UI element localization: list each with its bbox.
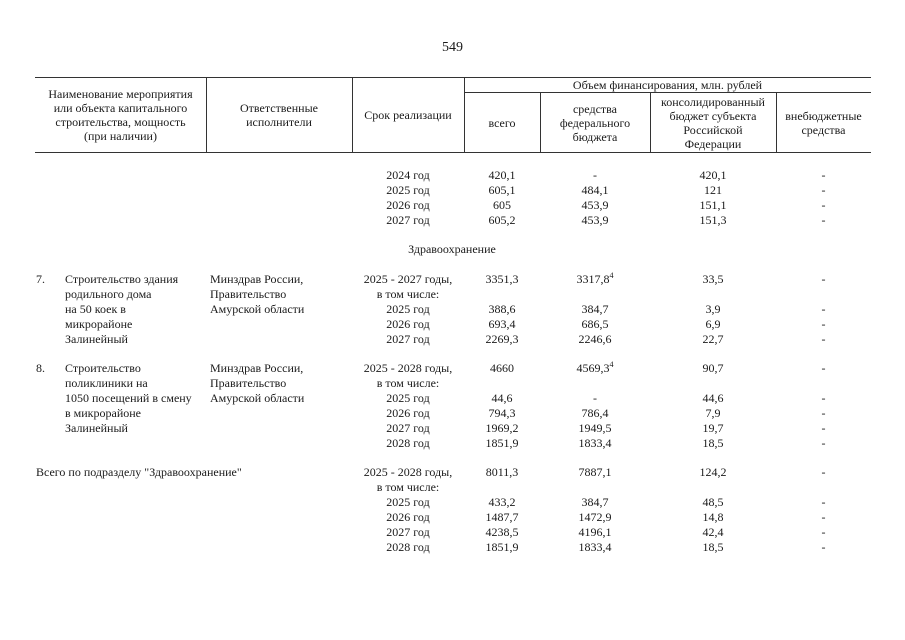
- federal-cell: 786,4: [581, 406, 609, 420]
- consolidated-cell: 7,9: [705, 406, 721, 420]
- item-number: 8.: [36, 361, 45, 375]
- total-cell: 8011,3: [485, 465, 519, 479]
- item-name-line: Залинейный: [65, 332, 128, 346]
- total-cell: 433,2: [488, 495, 516, 509]
- period-cell: 2025 - 2027 годы,: [363, 272, 453, 286]
- extra-cell: -: [821, 495, 826, 509]
- period-cell: 2028 год: [386, 540, 430, 554]
- extra-cell: -: [821, 302, 826, 316]
- total-cell: 420,1: [488, 168, 516, 182]
- header-consolidated: консолидированный бюджет субъекта Российской Федерации: [661, 94, 765, 151]
- header-period: Срок реализации: [364, 108, 452, 122]
- total-cell: 605: [493, 198, 511, 212]
- responsible-line: Правительство: [210, 376, 287, 390]
- consolidated-cell: 42,4: [702, 525, 724, 539]
- item-name-line: Строительство: [65, 361, 141, 375]
- total-cell: 4238,5: [485, 525, 519, 539]
- consolidated-cell: 3,9: [705, 302, 721, 316]
- consolidated-cell: 151,1: [699, 198, 727, 212]
- federal-cell: 1949,5: [578, 421, 612, 435]
- footnote-mark: 4: [609, 360, 614, 369]
- period-cell: в том числе:: [376, 287, 440, 301]
- extra-cell: -: [821, 272, 826, 286]
- total-cell: 3351,3: [485, 272, 519, 286]
- header-funding-group: Объем финансирования, млн. рублей: [572, 78, 763, 92]
- federal-cell: 1472,9: [578, 510, 612, 524]
- header-name: Наименование мероприятия или объекта капитального строительства, мощность (при наличии): [48, 87, 193, 143]
- federal-cell: 3317,8$^4$: [576, 271, 614, 286]
- consolidated-cell: 22,7: [702, 332, 724, 346]
- responsible-line: Амурской области: [210, 302, 305, 316]
- consolidated-cell: 18,5: [702, 436, 724, 450]
- total-cell: 605,2: [488, 213, 516, 227]
- item-number: 7.: [36, 272, 45, 286]
- item-name-line: Залинейный: [65, 421, 128, 435]
- total-cell: 605,1: [488, 183, 516, 197]
- consolidated-cell: 90,7: [702, 361, 724, 375]
- total-cell: 1969,2: [485, 421, 519, 435]
- period-cell: 2027 год: [386, 421, 430, 435]
- period-cell: 2025 год: [386, 391, 430, 405]
- extra-cell: -: [821, 540, 826, 554]
- federal-cell: -: [593, 391, 597, 405]
- extra-cell: -: [821, 213, 826, 227]
- federal-cell: 4196,1: [578, 525, 612, 539]
- period-cell: 2025 - 2028 годы,: [363, 361, 453, 375]
- extra-cell: -: [821, 361, 826, 375]
- extra-cell: -: [821, 317, 826, 331]
- extra-cell: -: [821, 436, 826, 450]
- subtotal-label: Всего по подразделу "Здравоохранение": [36, 465, 242, 479]
- consolidated-cell: 18,5: [702, 540, 724, 554]
- period-cell: 2024 год: [386, 168, 430, 182]
- consolidated-cell: 33,5: [702, 272, 724, 286]
- period-cell: 2025 год: [386, 183, 430, 197]
- total-cell: 4660: [490, 361, 514, 375]
- header-federal: средства федерального бюджета: [559, 101, 631, 144]
- period-cell: 2026 год: [386, 198, 430, 212]
- item-name-line: микрорайоне: [65, 317, 133, 331]
- section-title: Здравоохранение: [408, 242, 496, 256]
- federal-cell: 384,7: [581, 495, 609, 509]
- period-cell: 2028 год: [386, 436, 430, 450]
- extra-cell: -: [821, 332, 826, 346]
- total-cell: 44,6: [491, 391, 513, 405]
- footnote-mark: 4: [609, 271, 614, 280]
- extra-cell: -: [821, 525, 826, 539]
- period-cell: 2026 год: [386, 510, 430, 524]
- responsible-line: Минздрав России,: [210, 272, 304, 286]
- federal-cell: 453,9: [581, 198, 609, 212]
- consolidated-cell: 124,2: [699, 465, 727, 479]
- federal-cell: 453,9: [581, 213, 609, 227]
- period-cell: 2026 год: [386, 406, 430, 420]
- consolidated-cell: 48,5: [702, 495, 724, 509]
- federal-cell: 1833,4: [578, 540, 612, 554]
- total-cell: 1487,7: [485, 510, 519, 524]
- consolidated-cell: 19,7: [702, 421, 724, 435]
- period-cell: 2026 год: [386, 317, 430, 331]
- item-name-line: родильного дома: [65, 287, 152, 301]
- total-cell: 693,4: [488, 317, 516, 331]
- item-name-line: Строительство здания: [65, 272, 179, 286]
- consolidated-cell: 420,1: [699, 168, 727, 182]
- consolidated-cell: 6,9: [705, 317, 721, 331]
- responsible-line: Амурской области: [210, 391, 305, 405]
- total-cell: 388,6: [488, 302, 516, 316]
- extra-cell: -: [821, 465, 826, 479]
- period-cell: 2027 год: [386, 332, 430, 346]
- header-responsible: Ответственные исполнители: [240, 101, 318, 129]
- responsible-line: Минздрав России,: [210, 361, 304, 375]
- period-cell: 2025 - 2028 годы,: [363, 465, 453, 479]
- federal-cell: 1833,4: [578, 436, 612, 450]
- period-cell: 2027 год: [386, 213, 430, 227]
- period-cell: в том числе:: [376, 376, 440, 390]
- total-cell: 1851,9: [485, 540, 519, 554]
- total-cell: 794,3: [488, 406, 516, 420]
- extra-cell: -: [821, 406, 826, 420]
- item-name-line: поликлиники на: [65, 376, 148, 390]
- federal-cell: 686,5: [581, 317, 609, 331]
- federal-cell: 484,1: [581, 183, 609, 197]
- consolidated-cell: 151,3: [699, 213, 727, 227]
- federal-cell: -: [593, 168, 597, 182]
- item-name-line: на 50 коек в: [65, 302, 126, 316]
- header-total: всего: [488, 115, 516, 130]
- period-cell: 2025 год: [386, 302, 430, 316]
- federal-cell: 384,7: [581, 302, 609, 316]
- header-extrabudget: внебюджетные средства: [785, 108, 862, 137]
- consolidated-cell: 44,6: [702, 391, 724, 405]
- period-cell: 2025 год: [386, 495, 430, 509]
- total-cell: 2269,3: [485, 332, 519, 346]
- extra-cell: -: [821, 510, 826, 524]
- extra-cell: -: [821, 198, 826, 212]
- header-bottom-rule: [35, 152, 871, 153]
- extra-cell: -: [821, 421, 826, 435]
- extra-cell: -: [821, 183, 826, 197]
- federal-cell: 2246,6: [578, 332, 612, 346]
- extra-cell: -: [821, 168, 826, 182]
- consolidated-cell: 121: [704, 183, 722, 197]
- page-number: 549: [442, 40, 463, 55]
- consolidated-cell: 14,8: [702, 510, 724, 524]
- total-cell: 1851,9: [485, 436, 519, 450]
- federal-cell: 4569,3$^4$: [576, 360, 614, 375]
- item-name-line: 1050 посещений в смену: [65, 391, 192, 405]
- extra-cell: -: [821, 391, 826, 405]
- responsible-line: Правительство: [210, 287, 287, 301]
- federal-cell: 7887,1: [578, 465, 612, 479]
- period-cell: 2027 год: [386, 525, 430, 539]
- period-cell: в том числе:: [376, 480, 440, 494]
- item-name-line: в микрорайоне: [65, 406, 142, 420]
